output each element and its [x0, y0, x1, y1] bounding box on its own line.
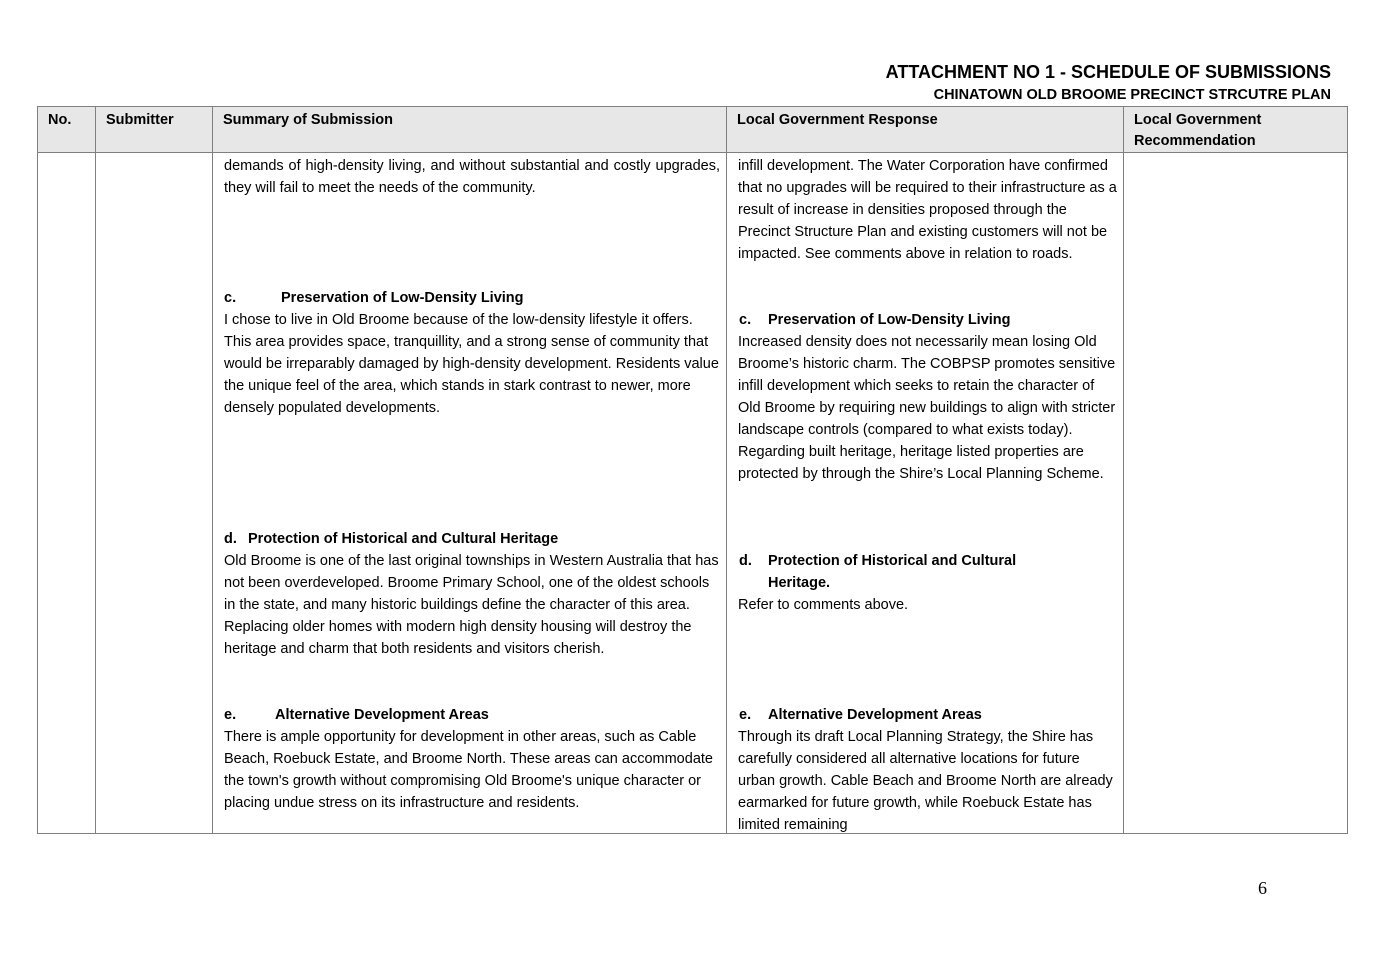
response-letter-d: d. [739, 553, 752, 569]
page-number: 6 [1258, 878, 1267, 898]
summary-heading-e-text: Alternative Development Areas [275, 707, 489, 723]
submissions-table [37, 106, 1348, 834]
summary-heading-c-text: Preservation of Low-Density Living [281, 290, 524, 306]
response-heading-c [739, 309, 1117, 331]
summary-letter-c: c. [224, 290, 237, 306]
summary-letter-d: d. [224, 531, 237, 547]
col-header-no: No. [38, 107, 96, 153]
summary-intro: demands of high-density living, and without substantial and costly upgrades, they will fail to meet the needs of the community. [224, 158, 720, 196]
response-letter-c: c. [739, 312, 752, 328]
summary-heading-d-text: Protection of Historical and Cultural Heritage [248, 531, 559, 547]
col-header-summary: Summary of Submission [213, 107, 727, 153]
document-title: ATTACHMENT NO 1 - SCHEDULE OF SUBMISSIONS [885, 62, 1331, 82]
summary-heading-e [224, 704, 720, 726]
summary-heading-d [224, 528, 720, 550]
summary-heading-c [224, 287, 720, 309]
response-intro: infill development. The Water Corporation have confirmed that no upgrades will be required to their infrastructure as a result of increase in densities proposed through the Precinct Structure Plan and existing customers will not be impacted. See comments above in relation to roads. [738, 158, 1117, 262]
response-heading-c-text: Preservation of Low-Density Living [768, 312, 1011, 328]
response-body-c: Increased density does not necessarily mean losing Old Broome’s historic charm. The COBPSP promotes sensitive infill development which seeks to retain the character of Old Broome by requiring new buildings to align with stricter landscape controls (compared to what exists today). Regarding built heritage, heritage listed properties are protected by through the Shire’s Local Planning Scheme. [738, 334, 1116, 482]
response-letter-e: e. [739, 707, 752, 723]
response-heading-e [739, 704, 1117, 726]
response-body-e: Through its draft Local Planning Strategy, the Shire has carefully considered all alternative locations for future urban growth. Cable Beach and Broome North are already earmarked for future growth, while Roebuck Estate has limited remaining [738, 729, 1113, 833]
table-header-row [38, 107, 1348, 153]
summary-body-e: There is ample opportunity for development in other areas, such as Cable Beach, Roebuck Estate, and Broome North. These areas can accommodate the town's growth without compromising Old Broome's unique character or placing undue stress on its infrastructure and residents. [224, 729, 713, 811]
document-subtitle: CHINATOWN OLD BROOME PRECINCT STRCUTRE PLAN [933, 87, 1331, 103]
response-body-d: Refer to comments above. [738, 597, 909, 613]
summary-body-d: Old Broome is one of the last original townships in Western Australia that has not been overdeveloped. Broome Primary School, one of the oldest schools in the state, and many historic buildings define the character of this area. Replacing older homes with modern high density housing will destroy the heritage and charm that both residents and visitors cherish. [224, 553, 719, 657]
col-header-submitter: Submitter [96, 107, 213, 153]
cell-submitter [96, 153, 213, 834]
response-heading-d [739, 550, 1117, 594]
cell-response [727, 153, 1124, 834]
response-heading-d-text: Protection of Historical and Cultural Heritage. [768, 553, 1017, 591]
summary-body-c: I chose to live in Old Broome because of the low-density lifestyle it offers. This area provides space, tranquillity, and a strong sense of community that would be irreparably damaged by high-density development. Residents value the unique feel of the area, which stands in stark contrast to newer, more densely populated developments. [224, 312, 719, 416]
table-row [38, 153, 1348, 834]
summary-letter-e: e. [224, 707, 237, 723]
col-header-response: Local Government Response [727, 107, 1124, 153]
cell-recommendation [1124, 153, 1348, 834]
cell-no [38, 153, 96, 834]
response-heading-e-text: Alternative Development Areas [768, 707, 982, 723]
col-header-recommendation: Local Government Recommendation [1124, 107, 1348, 153]
cell-summary [213, 153, 727, 834]
